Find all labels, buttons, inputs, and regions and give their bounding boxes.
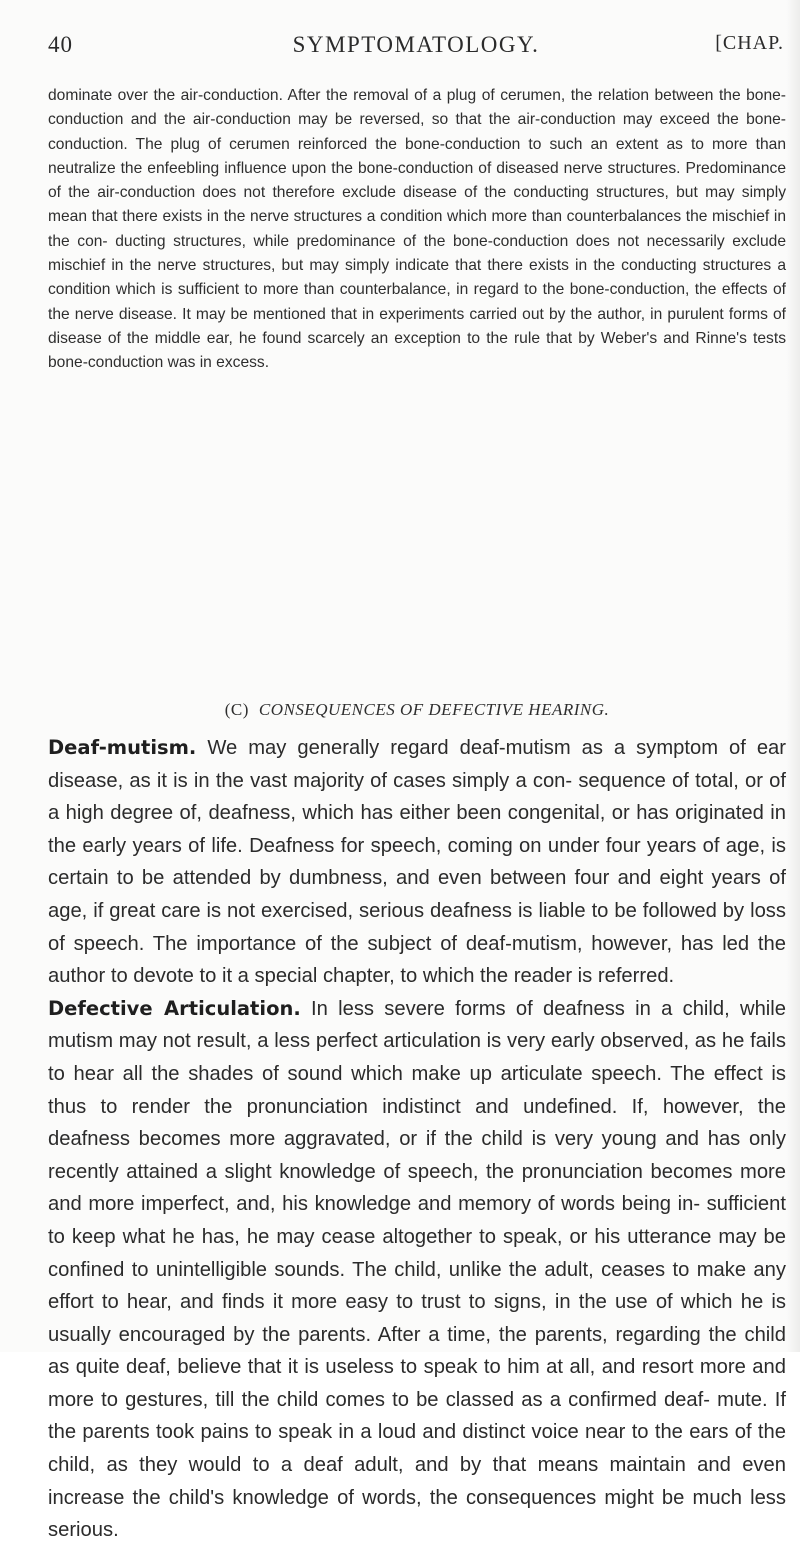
section-marker: (C) (224, 700, 249, 719)
page-edge-shadow (786, 0, 800, 1352)
section-heading-text: CONSEQUENCES OF DEFECTIVE HEARING. (258, 700, 610, 719)
running-header (48, 32, 784, 66)
intro-paragraph: dominate over the air-conduction. After the removal of a plug of cerumen, the relation between the bone-conduction and the air-conduction may be reversed, so that the air-conduction may exceed the bone-conduction. The plug of cerumen reinforced the bone-conduction to such an extent as to more than neutralize the enfeebling influence upon the bone-conduction of diseased nerve structures. Predominance of the air-conduction does not therefore exclude disease of the conducting structures, but may simply mean that there exists in the nerve structures a condition which more than counterbalances the mischief in the con- ducting structures, while predominance of the bone-conduction does not necessarily exclude mischief in the nerve structures, but may simply indicate that there exists in the conducting structures a condition which is sufficient to more than counterbalance, in regard to the bone-conduction, the effects of the nerve disease. It may be mentioned that in experiments carried out by the author, in purulent forms of disease of the middle ear, he found scarcely an exception to the rule that by Weber's and Rinne's tests bone-conduction was in excess. (48, 87, 786, 372)
body-text (48, 732, 786, 1547)
paragraph-deaf-mutism (48, 732, 786, 993)
paragraph-defective-articulation (48, 993, 786, 1547)
running-title: SYMPTOMATOLOGY. (292, 32, 540, 57)
section-heading (48, 700, 786, 720)
paragraph-text-deaf-mutism: We may generally regard deaf-mutism as a symptom of ear disease, as it is in the vast majority of cases simply a con- sequence of total, or of a high degree of, deafness, which has either been congenital, or has originated in the early years of life. Deafness for speech, coming on under four years of age, is certain to be attended by dumbness, and even between four and eight years of age, if great care is not exercised, serious deafness is liable to be followed by loss of speech. The importance of the subject of deaf-mutism, however, has led the author to devote to it a special chapter, to which the reader is referred. (48, 737, 786, 988)
paragraph-lead-deaf-mutism: Deaf-mutism. (48, 736, 197, 759)
paragraph-text-defective-articulation: In less severe forms of deafness in a child, while mutism may not result, a less perfect articulation is very early observed, as he fails to hear all the shades of sound which make up articulate speech. The effect is thus to render the pronunciation indistinct and undefined. If, however, the deafness becomes more aggravated, or if the child is very young and has only recently attained a slight knowledge of speech, the pronunciation becomes more and more imperfect, and, his knowledge and memory of words being in- sufficient to keep what he has, he may cease altogether to speak, or his utterance may be confined to unintelligible sounds. The child, unlike the adult, ceases to make any effort to hear, and finds it more easy to trust to signs, in the use of which he is usually encouraged by the parents. After a time, the parents, regarding the child as quite deaf, believe that it is useless to speak to him at all, and resort more and more to gestures, till the child comes to be classed as a confirmed deaf- mute. If the parents took pains to speak in a loud and distinct voice near to the ears of the child, as they would to a deaf adult, and by that means maintain and even increase the child's knowledge of words, the consequences might be much less serious. (48, 997, 787, 1542)
chapter-mark: [CHAP. (715, 32, 784, 54)
page-number: 40 (48, 32, 73, 57)
paragraph-lead-defective-articulation: Defective Articulation. (48, 996, 301, 1020)
